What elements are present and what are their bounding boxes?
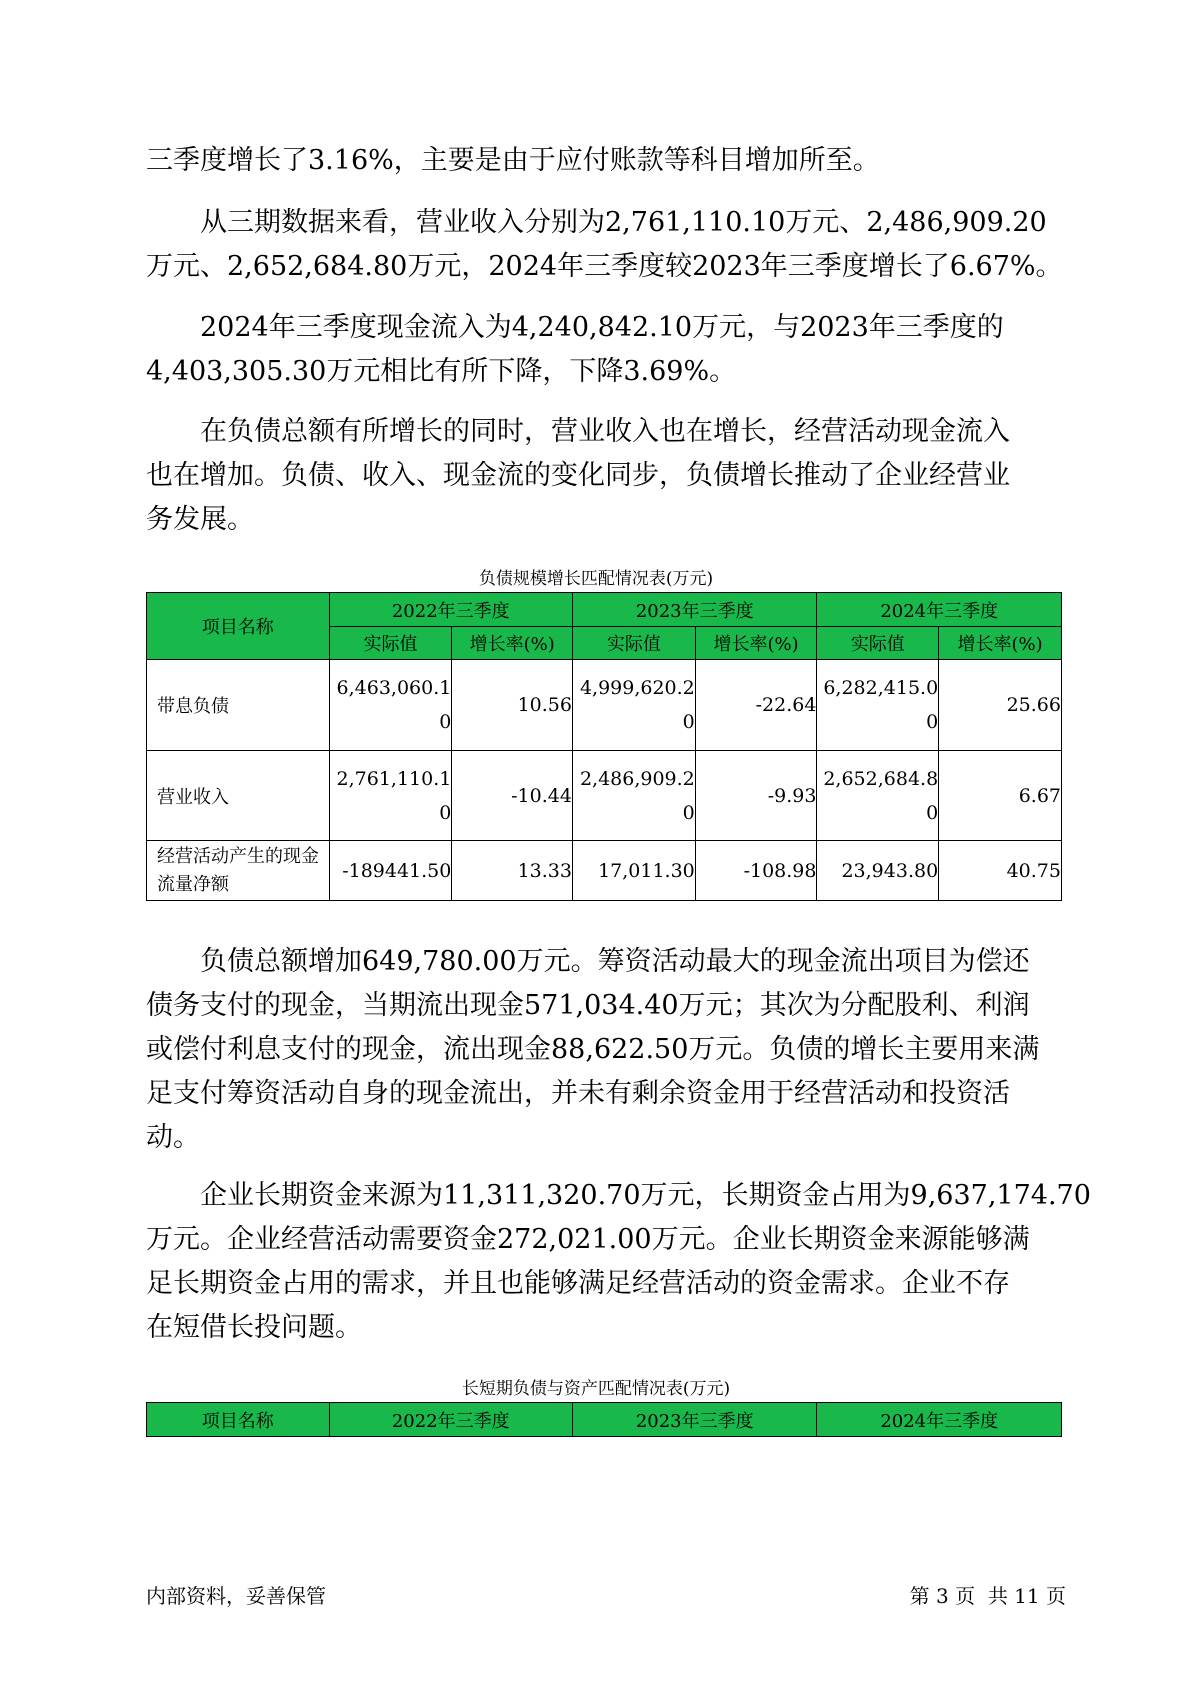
- header-growth: 增长率(%): [452, 627, 573, 660]
- row-label: 营业收入: [147, 751, 330, 841]
- header-actual: 实际值: [329, 627, 452, 660]
- text-line: 也在增加。负债、收入、现金流的变化同步，负债增长推动了企业经营业: [146, 460, 1010, 491]
- cell-growth: 13.33: [452, 841, 573, 901]
- text-line: 在负债总额有所增长的同时，营业收入也在增长，经营活动现金流入: [200, 416, 1010, 447]
- text-line: 或偿付利息支付的现金，流出现金88,622.50万元。负债的增长主要用来满: [146, 1034, 1040, 1065]
- cell-actual: -189441.50: [329, 841, 452, 901]
- header-growth: 增长率(%): [695, 627, 817, 660]
- text-line: 债务支付的现金，当期流出现金571,034.40万元；其次为分配股利、利润: [146, 990, 1030, 1021]
- cell-growth: -22.64: [695, 660, 817, 751]
- header-growth: 增长率(%): [939, 627, 1062, 660]
- header-period: 2023年三季度: [572, 1403, 817, 1437]
- cell-actual: 6,282,415.00: [817, 660, 939, 751]
- cell-actual: 2,761,110.10: [329, 751, 452, 841]
- cell-growth: -9.93: [695, 751, 817, 841]
- text-line: 在短借长投问题。: [146, 1312, 362, 1343]
- cell-growth: 40.75: [939, 841, 1062, 901]
- paragraph-long-term-funds: [146, 1174, 1091, 1350]
- footer-page-number: 第 3 页 共 11 页: [909, 1584, 1066, 1608]
- cell-actual: 17,011.30: [572, 841, 695, 901]
- header-period: 2024年三季度: [817, 593, 1062, 627]
- table-row: [147, 751, 1062, 841]
- footer-confidential: 内部资料，妥善保管: [146, 1584, 326, 1608]
- cell-growth: 6.67: [939, 751, 1062, 841]
- header-item-name: 项目名称: [147, 1403, 330, 1437]
- cell-growth: -108.98: [695, 841, 817, 901]
- cell-actual: 23,943.80: [817, 841, 939, 901]
- text-line: 万元、2,652,684.80万元，2024年三季度较2023年三季度增长了6.67%。: [146, 251, 1063, 282]
- text-line: 务发展。: [146, 504, 254, 535]
- table-caption: 负债规模增长匹配情况表(万元): [478, 569, 714, 589]
- cell-growth: 10.56: [452, 660, 573, 751]
- header-period: 2022年三季度: [329, 593, 572, 627]
- text-line: 足支付筹资活动自身的现金流出，并未有剩余资金用于经营活动和投资活: [146, 1078, 1010, 1109]
- text-line: 从三期数据来看，营业收入分别为2,761,110.10万元、2,486,909.20: [200, 207, 1047, 238]
- paragraph-debt-sync: [146, 410, 1066, 542]
- header-actual: 实际值: [572, 627, 695, 660]
- cell-growth: 25.66: [939, 660, 1062, 751]
- paragraph-financing: [146, 940, 1066, 1160]
- row-label: 经营活动产生的现金流量净额: [147, 841, 330, 901]
- text-line: 足长期资金占用的需求，并且也能够满足经营活动的资金需求。企业不存: [146, 1268, 1010, 1299]
- long-short-term-table: [146, 1402, 1062, 1437]
- paragraph-revenue: [146, 201, 1066, 289]
- paragraph-continuation: [146, 139, 1066, 183]
- cell-growth: -10.44: [452, 751, 573, 841]
- cell-actual: 6,463,060.10: [329, 660, 452, 751]
- text-line: 2024年三季度现金流入为4,240,842.10万元，与2023年三季度的: [200, 312, 1004, 343]
- row-label: 带息负债: [147, 660, 330, 751]
- text-line: 动。: [146, 1122, 200, 1153]
- text-line: 三季度增长了3.16%，主要是由于应付账款等科目增加所至。: [146, 145, 880, 176]
- cell-actual: 2,486,909.20: [572, 751, 695, 841]
- text-line: 负债总额增加649,780.00万元。筹资活动最大的现金流出项目为偿还: [200, 946, 1030, 977]
- table-row: [147, 660, 1062, 751]
- header-item-name: 项目名称: [147, 593, 330, 660]
- debt-growth-table: [146, 592, 1062, 901]
- paragraph-cash-inflow: [146, 306, 1066, 394]
- text-line: 企业长期资金来源为11,311,320.70万元，长期资金占用为9,637,174.70: [200, 1180, 1091, 1211]
- cell-actual: 4,999,620.20: [572, 660, 695, 751]
- table-row: [147, 841, 1062, 901]
- header-period: 2023年三季度: [572, 593, 817, 627]
- header-period: 2024年三季度: [817, 1403, 1062, 1437]
- table-caption: 长短期负债与资产匹配情况表(万元): [461, 1379, 731, 1399]
- text-line: 万元。企业经营活动需要资金272,021.00万元。企业长期资金来源能够满: [146, 1224, 1030, 1255]
- header-period: 2022年三季度: [329, 1403, 572, 1437]
- header-actual: 实际值: [817, 627, 939, 660]
- cell-actual: 2,652,684.80: [817, 751, 939, 841]
- text-line: 4,403,305.30万元相比有所下降，下降3.69%。: [146, 356, 737, 387]
